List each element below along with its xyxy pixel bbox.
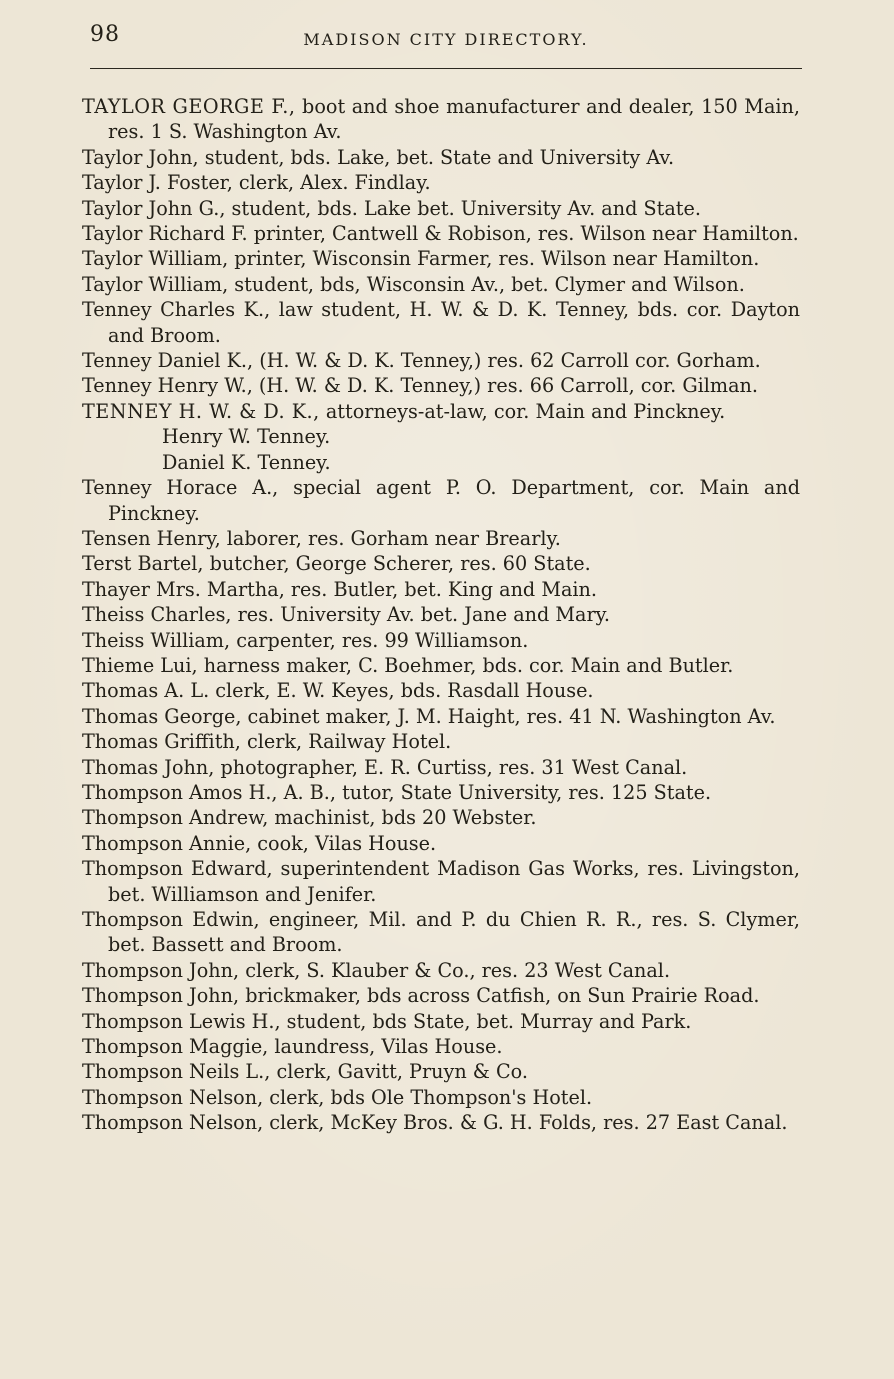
directory-entry: Tenney Daniel K., (H. W. & D. K. Tenney,) res. 62 Carroll cor. Gorham. [82, 349, 761, 373]
directory-entry: Thompson John, clerk, S. Klauber & Co., res. 23 West Canal. [82, 958, 671, 982]
directory-entry: Tenney Charles K., law student, H. W. & D. K. Tenney, bds. cor. Dayton and Broom. [82, 298, 800, 347]
directory-entry: TAYLOR GEORGE F., boot and shoe manufacturer and dealer, 150 Main, res. 1 S. Washington Av. [82, 95, 800, 144]
directory-entry: Taylor John G., student, bds. Lake bet. University Av. and State. [82, 196, 701, 220]
directory-entry: Thompson Neils L., clerk, Gavitt, Pruyn & Co. [82, 1060, 528, 1084]
directory-entry: Tenney Henry W., (H. W. & D. K. Tenney,) res. 66 Carroll, cor. Gilman. [82, 374, 759, 398]
running-title: MADISON CITY DIRECTORY. [303, 30, 589, 49]
directory-entry: Thomas Griffith, clerk, Railway Hotel. [82, 730, 452, 754]
firm-member: Henry W. Tenney. [162, 425, 331, 449]
directory-entry: Thomas A. L. clerk, E. W. Keyes, bds. Rasdall House. [82, 679, 594, 703]
directory-entry: Thompson Amos H., A. B., tutor, State University, res. 125 State. [82, 780, 712, 804]
directory-entry: Thayer Mrs. Martha, res. Butler, bet. King and Main. [82, 577, 597, 601]
directory-entry: Thompson John, brickmaker, bds across Catfish, on Sun Prairie Road. [82, 984, 760, 1008]
directory-entry: Thieme Lui, harness maker, C. Boehmer, bds. cor. Main and Butler. [82, 653, 734, 677]
directory-entry: Theiss Charles, res. University Av. bet. Jane and Mary. [82, 603, 611, 627]
directory-entries [82, 94, 800, 1136]
directory-entry: Taylor J. Foster, clerk, Alex. Findlay. [82, 171, 431, 195]
page-header [90, 20, 802, 60]
page-number: 98 [90, 22, 120, 47]
directory-entry: Thomas George, cabinet maker, J. M. Haight, res. 41 N. Washington Av. [82, 704, 776, 728]
directory-entry: Terst Bartel, butcher, George Scherer, res. 60 State. [82, 552, 591, 576]
directory-entry-firm: TENNEY H. W. & D. K., attorneys-at-law, cor. Main and Pinckney. [82, 399, 726, 423]
directory-entry: Taylor Richard F. printer, Cantwell & Robison, res. Wilson near Hamilton. [82, 222, 799, 246]
directory-entry: Thompson Nelson, clerk, McKey Bros. & G. H. Folds, res. 27 East Canal. [82, 1111, 788, 1135]
directory-entry: Thompson Lewis H., student, bds State, bet. Murray and Park. [82, 1009, 692, 1033]
directory-entry: Thompson Edward, superintendent Madison Gas Works, res. Livingston, bet. Williamson and Jenifer. [82, 857, 800, 906]
directory-entry: Taylor John, student, bds. Lake, bet. State and University Av. [82, 145, 675, 169]
directory-entry: Tensen Henry, laborer, res. Gorham near Brearly. [82, 526, 561, 550]
directory-entry: Tenney Horace A., special agent P. O. Department, cor. Main and Pinckney. [82, 476, 800, 525]
directory-entry: Taylor William, printer, Wisconsin Farmer, res. Wilson near Hamilton. [82, 247, 760, 271]
header-rule [90, 68, 802, 69]
directory-entry: Taylor William, student, bds, Wisconsin Av., bet. Clymer and Wilson. [82, 272, 745, 296]
directory-entry: Thompson Edwin, engineer, Mil. and P. du Chien R. R., res. S. Clymer, bet. Bassett and Broom. [82, 908, 800, 957]
directory-entry: Thomas John, photographer, E. R. Curtiss, res. 31 West Canal. [82, 755, 688, 779]
directory-entry: Thompson Maggie, laundress, Vilas House. [82, 1035, 503, 1059]
directory-entry: Theiss William, carpenter, res. 99 Williamson. [82, 628, 529, 652]
directory-entry: Thompson Annie, cook, Vilas House. [82, 831, 437, 855]
directory-entry: Thompson Andrew, machinist, bds 20 Webster. [82, 806, 537, 830]
firm-member: Daniel K. Tenney. [162, 450, 331, 474]
directory-entry: Thompson Nelson, clerk, bds Ole Thompson's Hotel. [82, 1085, 593, 1109]
